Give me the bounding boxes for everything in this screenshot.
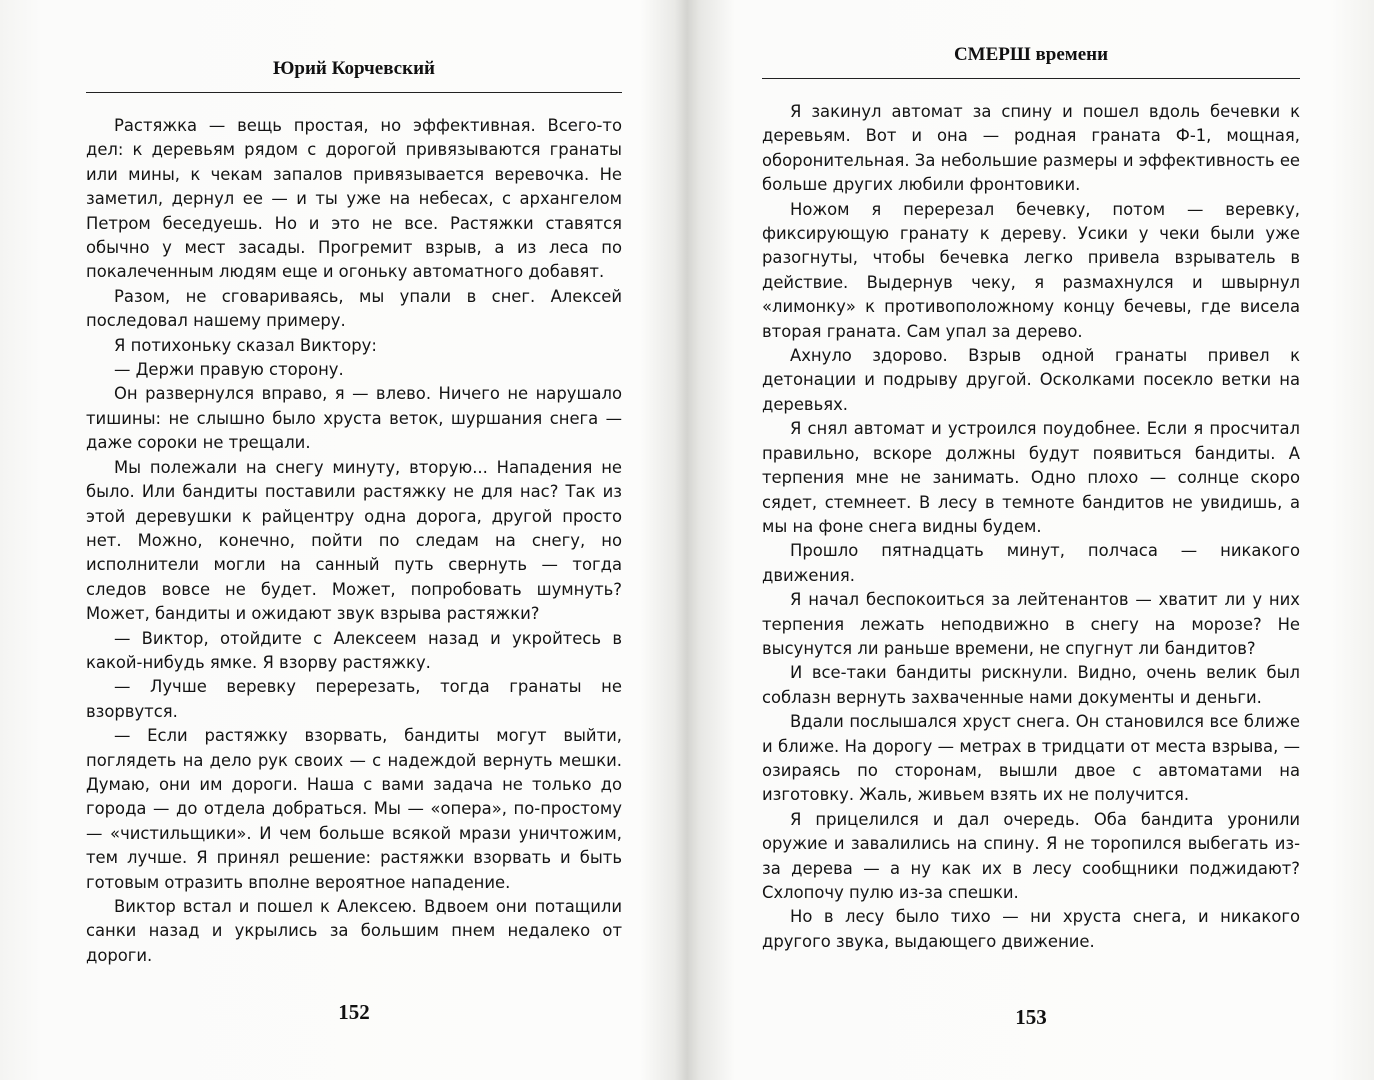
right-page xyxy=(762,0,1300,1080)
paragraph: — Если растяжку взорвать, бандиты могут выйти, поглядеть на дело рук своих — с надеждой вернуть мешки. Думаю, они им дороги. Наша с вами задача не только до города — до отдела добраться. Мы — «опера», по-простому — «чистильщики». И чем больше всякой мрази уничтожим, тем лучше. Я принял решение: растяжки взорвать и быть готовым отразить вполне вероятное нападение. xyxy=(86,726,622,892)
paragraph: — Виктор, отойдите с Алексеем назад и укройтесь в какой-нибудь ямке. Я взорву растяжку. xyxy=(86,628,622,672)
paragraph: Прошло пятнадцать минут, полчаса — никакого движения. xyxy=(762,541,1300,585)
left-page xyxy=(86,0,622,1080)
paragraph: Я потихоньку сказал Виктору: xyxy=(114,335,377,355)
paragraph: Он развернулся вправо, я — влево. Ничего не нарушало тишины: не слышно было хруста веток, шуршания снега — даже сороки не трещали. xyxy=(86,384,622,453)
paragraph: Ахнуло здорово. Взрыв одной гранаты привел к детонации и подрыву другой. Осколками посекло ветки на деревьях. xyxy=(762,346,1300,414)
paragraph: И все-таки бандиты рискнули. Видно, очень велик был соблазн вернуть захваченные нами документы и деньги. xyxy=(762,663,1300,707)
paragraph: Виктор встал и пошел к Алексею. Вдвоем они потащили санки назад и укрылись за большим пнем недалеко от дороги. xyxy=(86,897,622,965)
page-number: 152 xyxy=(338,1000,370,1024)
header-rule xyxy=(86,92,622,93)
paragraph: — Лучше веревку перерезать, тогда гранаты не взорвутся. xyxy=(86,677,622,721)
paragraph: Ножом я перерезал бечевку, потом — веревку, фиксирующую гранату к дереву. Усики у чеки были уже разогнуты, чтобы бечевка легко привела взрыватель в действие. Выдернув чеку, я размахнулся и швырнул «лимонку» к противоположному концу бечевы, где висела вторая граната. Сам упал за дерево. xyxy=(762,199,1300,341)
paragraph: Я закинул автомат за спину и пошел вдоль бечевки к деревьям. Вот и она — родная граната Ф-1, мощная, оборонительная. За небольшие размеры и эффективность ее больше других любили фронтовики. xyxy=(762,102,1300,195)
paragraph: Я снял автомат и устроился поудобнее. Если я просчитал правильно, вскоре должны будут появиться бандиты. А терпения мне не занимать. Одно плохо — солнце скоро сядет, стемнеет. В лесу в темноте бандитов не увидишь, а мы на фоне снега видны будем. xyxy=(762,419,1300,536)
paragraph: Я прицелился и дал очередь. Оба бандита уронили оружие и завалились на спину. Я не торопился выбегать из-за дерева — а ну как их в лесу сообщники поджидают? Схлопочу пулю из-за спешки. xyxy=(762,809,1300,902)
paragraph: — Держи правую сторону. xyxy=(114,360,344,380)
running-header-author: Юрий Корчевский xyxy=(273,58,435,79)
paragraph: Я начал беспокоиться за лейтенантов — хватит ли у них терпения лежать неподвижно в снегу на морозе? Не высунутся ли раньше времени, не спугнут ли бандитов? xyxy=(762,590,1300,658)
paragraph: Разом, не сговариваясь, мы упали в снег. Алексей последовал нашему примеру. xyxy=(86,286,622,331)
paragraph: Растяжка — вещь простая, но эффективная. Всего-то дел: к деревьям рядом с дорогой привязываются гранаты или мины, к чекам запалов привязывается веревочка. Не заметил, дернул ее — и ты уже на небесах, с архангелом Петром беседуешь. Но и это не все. Растяжки ставятся обычно у мест засады. Прогремит взрыв, а из леса по покалеченным людям еще и огоньку автоматного добавят. xyxy=(86,116,622,282)
paragraph: Вдали послышался хруст снега. Он становился все ближе и ближе. На дорогу — метрах в тридцати от места взрыва, — озираясь по сторонам, вышли двое с автоматами на изготовку. Жаль, живьем взять их не получится. xyxy=(762,712,1300,805)
page-body-text xyxy=(86,114,622,968)
paragraph: Но в лесу было тихо — ни хруста снега, и никакого другого звука, выдающего движение. xyxy=(762,907,1300,951)
paragraph: Мы полежали на снегу минуту, вторую... Нападения не было. Или бандиты поставили растяжку не для нас? Так из этой деревушки к райцентру одна дорога, другой просто нет. Можно, конечно, пойти по следам на снегу, но исполнители могли на санный путь свернуть — тогда следов вовсе не будет. Может, попробовать шумнуть? Может, бандиты и ожидают звук взрыва растяжки? xyxy=(86,457,622,624)
page-number: 153 xyxy=(1015,1005,1047,1029)
running-header-title: СМЕРШ времени xyxy=(953,44,1109,65)
header-rule xyxy=(762,78,1300,79)
page-body-text xyxy=(762,100,1300,954)
